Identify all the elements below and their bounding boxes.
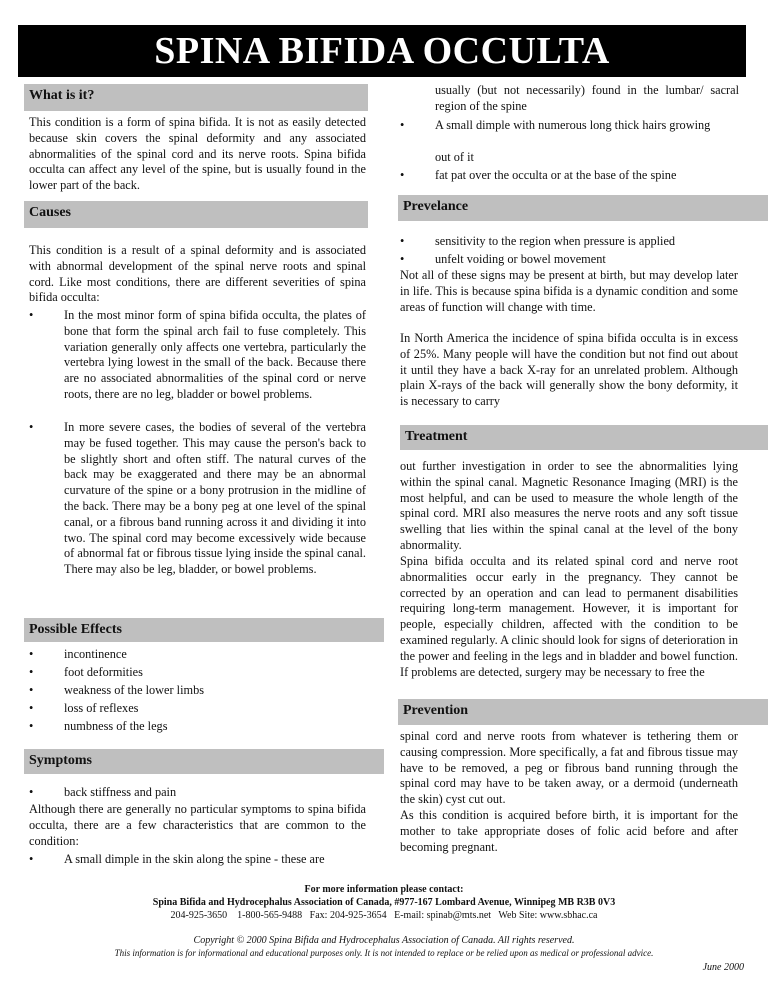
bullet-icon: • (29, 420, 34, 434)
bullet-icon: • (29, 665, 34, 679)
bullet-icon: • (400, 168, 405, 182)
symptoms-bullet-text: A small dimple with numerous long thick hairs growing (435, 118, 711, 132)
effects-bullet-text: weakness of the lower limbs (64, 683, 205, 697)
symptoms-heading: Symptoms (24, 749, 384, 774)
causes-heading: Causes (24, 201, 368, 228)
effects-bullet (29, 665, 366, 681)
symptoms-bullet (400, 118, 739, 152)
prevelance-text: In North America the incidence of spina bifida occulta is in excess of 25%. Many people will have the condition but not find out about it until they have a back X-ray for an unrelated problem. Although plain X-rays of the back will generally show the bony deformity, it is necessary to carry (400, 331, 738, 409)
bullet-icon: • (29, 308, 34, 322)
effects-bullet-text: numbness of the legs (64, 719, 168, 733)
symptoms-bullet (29, 785, 366, 801)
symptoms-bullet-text: A small dimple in the skin along the spine - these are (64, 852, 325, 866)
footer-organization: Spina Bifida and Hydrocephalus Association of Canada, #977-167 Lombard Avenue, Winnipeg MB R3B 0V3 (152, 897, 616, 908)
symptoms-bullet-text: fat pat over the occulta or at the base of the spine (435, 168, 677, 182)
dimple-continued-text: usually (but not necessarily) found in the lumbar/ sacral region of the spine (435, 83, 739, 113)
bullet-icon: • (29, 647, 34, 661)
footer-date: June 2000 (702, 962, 744, 973)
bullet-icon: • (29, 719, 34, 733)
prevention-text: spinal cord and nerve roots from whatever is tethering them or causing compression. More specifically, a fat and fibrous tissue may have to be removed, a peg or fibrous band running through the spinal cord may have to be taken away, or a dermoid (underneath the skin) cyst cut out. (400, 729, 738, 807)
what-is-it-text: This condition is a form of spina bifida. It is not as easily detected because skin covers the spinal deformity and any associated abnormalities of the spinal cord and its nerve roots. Spina bifida occulta can affect any level of the spine, but is usually found in the lower part of the back. (29, 115, 366, 193)
symptoms-bullet (29, 852, 366, 868)
causes-bullet (29, 308, 366, 418)
possible-effects-heading: Possible Effects (24, 618, 384, 642)
causes-bullet-text: In the most minor form of spina bifida occulta, the plates of bone that form the spinal arch fail to fuse completely. This variation generally only affects one vertebra, particularly the vertebra lying lowest in the small of the back. Because there are no associated abnormalities of the spinal cord or nerve roots, there are no leg, bladder or bowel problems. (64, 308, 366, 401)
what-is-it-heading: What is it? (24, 84, 368, 111)
prevelance-bullet (400, 234, 739, 250)
causes-bullet (29, 420, 366, 612)
prevelance-bullet-text: unfelt voiding or bowel movement (435, 252, 606, 266)
treatment-text: Spina bifida occulta and its related spinal cord and nerve root abnormalities occur early in the pregnancy. They cannot be corrected by an operation and can lead to permanent disabilities requiring long-term management. However, it is important for people, especially children, affected with the condition to be examined regularly. A clinic should look for signs of deterioration in the power and feeling in the legs and in bladder and bowel function. If problems are detected, surgery may be necessary to free the (400, 554, 738, 679)
bullet-icon: • (29, 785, 34, 799)
footer-copyright: Copyright © 2000 Spina Bifida and Hydrocephalus Association of Canada. All rights reserved. (193, 935, 575, 946)
effects-bullet (29, 683, 366, 699)
footer-disclaimer: This information is for informational and educational purposes only. It is not intended to replace or be relied upon as medical or professional advice. (114, 948, 654, 958)
treatment-heading: Treatment (400, 425, 768, 450)
prevelance-text: Not all of these signs may be present at birth, but may develop later in life. This is because spina bifida is a dynamic condition and some areas of function will change with time. (400, 268, 738, 314)
bullet-icon: • (400, 118, 405, 132)
prevelance-bullet (400, 252, 739, 268)
bullet-icon: • (29, 701, 34, 715)
prevention-text: As this condition is acquired before birth, it is important for the mother to take appropriate doses of folic acid before and after becoming pregnant. (400, 808, 738, 854)
symptoms-bullet-continued: out of it (435, 150, 474, 164)
symptoms-bullet-text: back stiffness and pain (64, 785, 177, 799)
effects-bullet-text: foot deformities (64, 665, 143, 679)
bullet-icon: • (29, 852, 34, 866)
effects-bullet (29, 719, 366, 735)
effects-bullet (29, 647, 366, 663)
prevention-heading: Prevention (398, 699, 768, 725)
symptoms-text: Although there are generally no particular symptoms to spina bifida occulta, there are a few characteristics that are common to the condition: (29, 802, 366, 848)
symptoms-bullet (400, 168, 739, 184)
bullet-icon: • (400, 234, 405, 248)
footer-contact-heading: For more information please contact: (304, 884, 464, 895)
footer-contact-line: 204-925-3650 1-800-565-9488 Fax: 204-925-3654 E-mail: spinab@mts.net Web Site: www.sbhac.ca (170, 910, 598, 921)
causes-text: This condition is a result of a spinal deformity and is associated with abnormal development of the spinal nerve roots and spinal cord. Like most conditions, there are different severities of spina bifida occulta: (29, 243, 366, 305)
prevelance-heading: Prevelance (398, 195, 768, 221)
treatment-text: out further investigation in order to see the abnormalities lying within the spinal canal. Magnetic Resonance Imaging (MRI) is the most helpful, and can be used to measure the whole length of the spinal cord. MRI also measures the nerve roots and any soft tissue swelling that lies within the spinal canal at the level of the bony abnormality. (400, 459, 738, 552)
effects-bullet-text: incontinence (64, 647, 127, 661)
prevelance-bullet-text: sensitivity to the region when pressure is applied (435, 234, 676, 248)
bullet-icon: • (400, 252, 405, 266)
page-title: SPINA BIFIDA OCCULTA (18, 25, 746, 77)
bullet-icon: • (29, 683, 34, 697)
effects-bullet-text: loss of reflexes (64, 701, 139, 715)
causes-bullet-text: In more severe cases, the bodies of several of the vertebra may be fused together. This may cause the person's back to be slightly short and often stiff. The natural curves of the back may be exaggerated and there may be an abnormal curvature of the spine or a bony protrusion in the midline of the back. There may be a bony peg at one level of the spinal canal, or a fibrous band running across it and dividing it into two. The spinal cord may become excessively wide because of abnormal fat or fibrous tissue lying inside the spinal canal. There may also be leg, bladder, or bowel problems. (64, 420, 366, 577)
effects-bullet (29, 701, 366, 717)
